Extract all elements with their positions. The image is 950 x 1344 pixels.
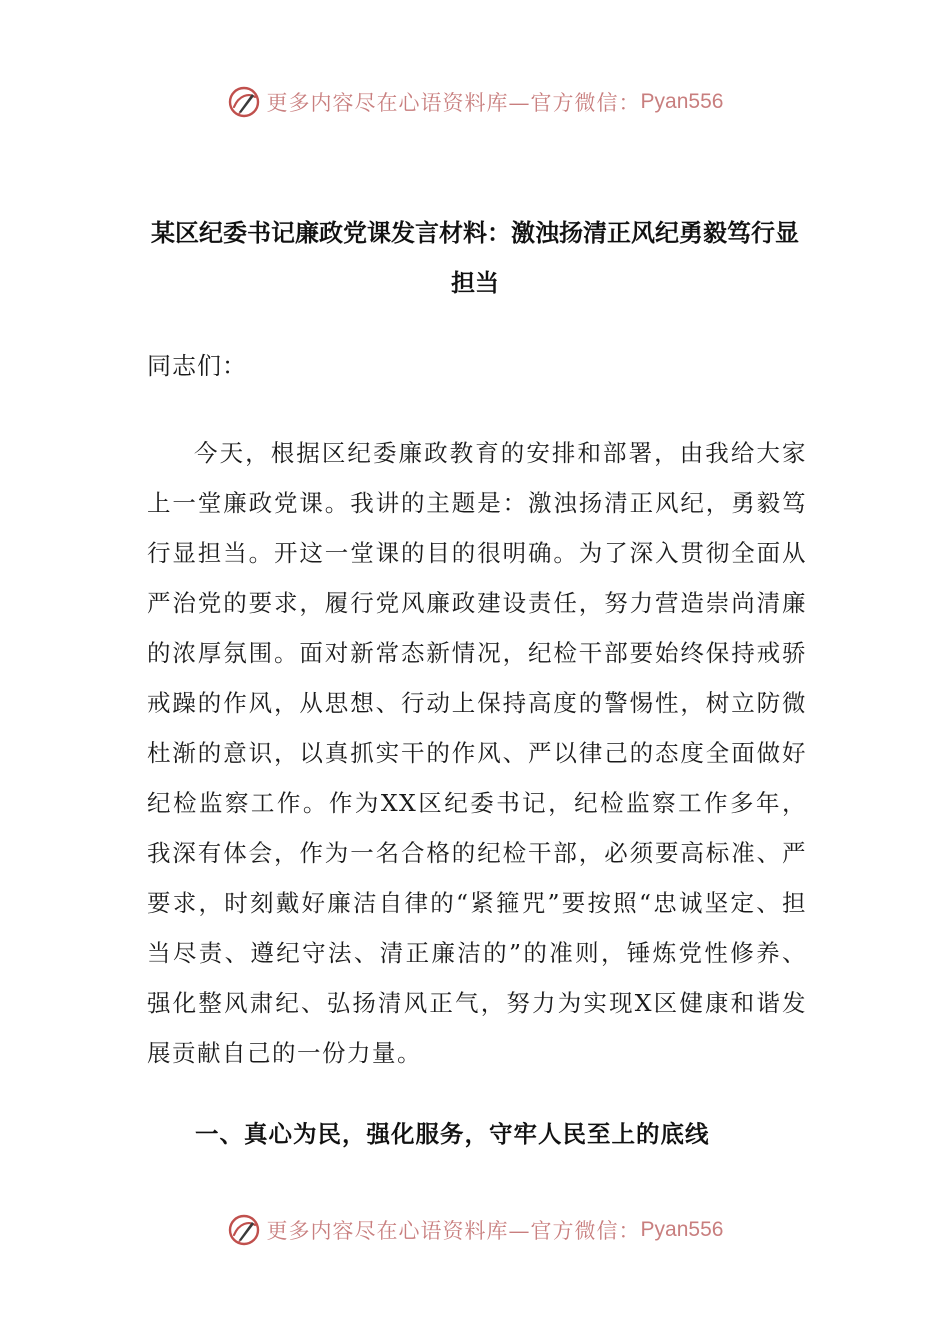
pen-swirl-logo-icon — [227, 85, 261, 119]
banner-text: 更多内容尽在心语资料库—官方微信： — [266, 1219, 641, 1243]
pen-swirl-logo-icon — [227, 1213, 261, 1247]
wechat-id: Pyan556 — [640, 1218, 724, 1241]
footer-watermark-banner — [0, 1208, 950, 1252]
document-title: 某区纪委书记廉政党课发言材料：激浊扬清正风纪勇毅笃行显担当 — [151, 219, 799, 297]
body-paragraph: 今天，根据区纪委廉政教育的安排和部署，由我给大家上一堂廉政党课。我讲的主题是：激浊扬清正风纪，勇毅笃行显担当。开这一堂课的目的很明确。为了深入贯彻全面从严治党的要求，履行党风廉政建设责任，努力营造崇尚清廉的浓厚氛围。面对新常态新情况，纪检干部要始终保持戒骄戒躁的作风，从思想、行动上保持高度的警惕性，树立防微杜渐的意识，以真抓实干的作风、严以律己的态度全面做好纪检监察工作。作为XX区纪委书记，纪检监察工作多年，我深有体会，作为一名合格的纪检干部，必须要高标准、严要求，时刻戴好廉洁自律的“紧箍咒”要按照“忠诚坚定、担当尽责、遵纪守法、清正廉洁的”的准则，锤炼党性修养、强化整风肃纪、弘扬清风正气，努力为实现X区健康和谐发展贡献自己的一份力量。 — [147, 439, 807, 1067]
salutation: 同志们： — [147, 352, 247, 380]
section-heading: 一、真心为民，强化服务，守牢人民至上的底线 — [195, 1120, 710, 1148]
banner-text: 更多内容尽在心语资料库—官方微信： — [266, 91, 641, 115]
wechat-id: Pyan556 — [640, 90, 724, 113]
header-watermark-banner — [0, 80, 950, 124]
